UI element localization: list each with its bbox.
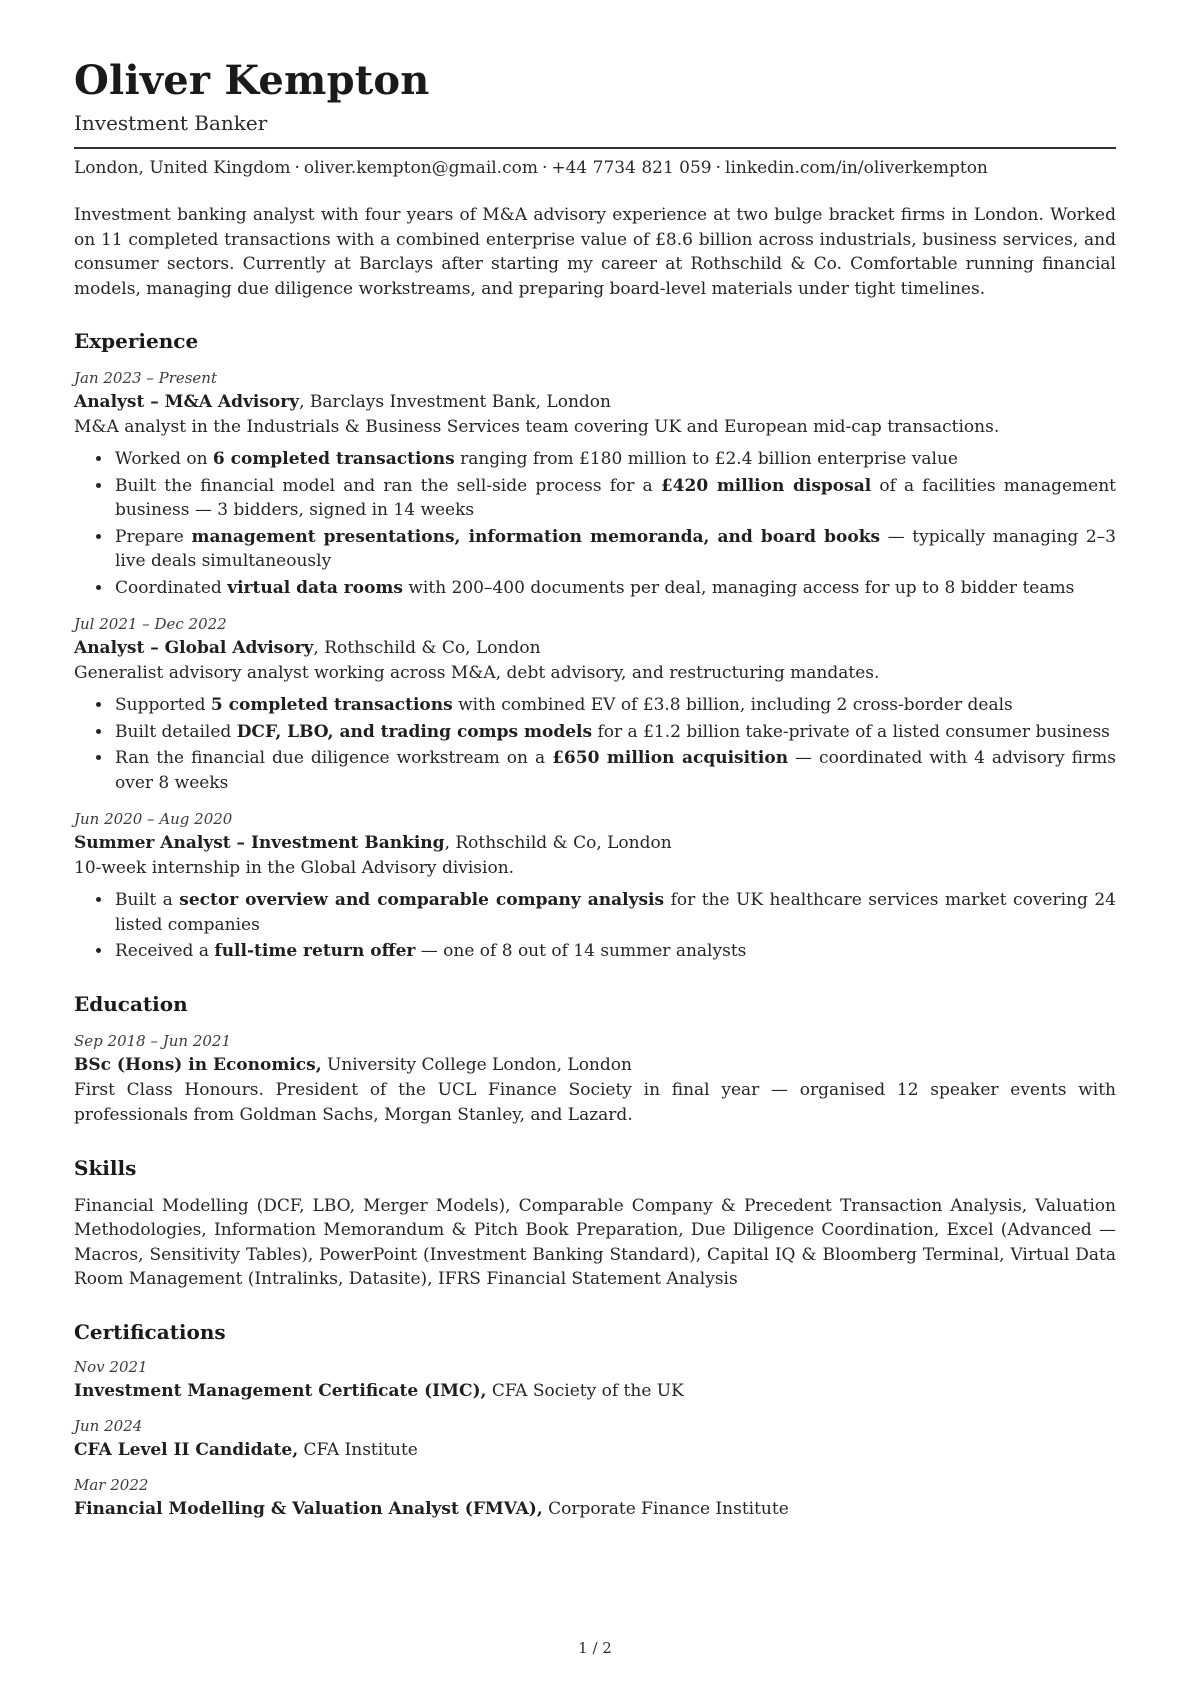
skills-section [74, 1155, 1116, 1292]
job-org: , Rothschild & Co, London [444, 833, 672, 853]
job-description: Generalist advisory analyst working across M&A, debt advisory, and restructuring mandates. [74, 663, 880, 683]
contact-location: London, United Kingdom [74, 158, 291, 178]
certification-name: Investment Management Certificate (IMC), [74, 1380, 487, 1401]
certifications-section [74, 1319, 1116, 1522]
certification-title-line [74, 1379, 1116, 1404]
contact-line [74, 158, 1116, 178]
job-dates: Jun 2020 – Aug 2020 [74, 810, 233, 828]
bullet-item: • Ran the financial due diligence workstream on a £650 million acquisition — coordinated with 4 advisory firms over 8 weeks [113, 746, 1116, 795]
job-title: Analyst – M&A Advisory [74, 392, 300, 412]
candidate-name: Oliver Kempton [74, 57, 430, 104]
certification-dates: Jun 2024 [74, 1416, 143, 1435]
bullet-item: • Worked on 6 completed transactions ranging from £180 million to £2.4 billion enterprise value [113, 447, 1116, 472]
job-bullet-list [74, 693, 1116, 795]
certification-entry [74, 1415, 1116, 1463]
job-title-line [74, 831, 1116, 856]
experience-section [74, 328, 1116, 964]
education-title-line [74, 1053, 1116, 1078]
header-divider [74, 147, 1116, 149]
certification-entry [74, 1474, 1116, 1522]
job-entry [74, 613, 1116, 795]
job-title: Summer Analyst – Investment Banking [74, 833, 445, 853]
bullet-item: • Built detailed DCF, LBO, and trading comps models for a £1.2 billion take-private of a listed consumer business [113, 720, 1116, 745]
contact-linkedin[interactable]: linkedin.com/in/oliverkempton [725, 158, 988, 178]
candidate-title: Investment Banker [74, 111, 268, 135]
certification-issuer: CFA Society of the UK [486, 1380, 684, 1401]
job-org: , Rothschild & Co, London [313, 638, 541, 658]
contact-separator: · [541, 158, 548, 178]
professional-summary: Investment banking analyst with four years of M&A advisory experience at two bulge bracket firms in London. Worked on 11 completed transactions with a combined enterprise value of £8.6 billion across industrials, business services, and consumer sectors. Currently at Barclays after starting my career at Rothschild & Co. Comfortable running financial models, managing due diligence workstreams, and preparing board-level materials under tight timelines. [74, 205, 1116, 299]
education-description: First Class Honours. President of the UCL Finance Society in final year — organised 12 speaker events with professionals from Goldman Sachs, Morgan Stanley, and Lazard. [74, 1079, 1116, 1125]
section-heading-education: Education [74, 991, 188, 1016]
job-dates: Jan 2023 – Present [74, 369, 217, 387]
job-entry [74, 808, 1116, 964]
contact-phone: +44 7734 821 059 [551, 158, 712, 178]
certification-issuer: Corporate Finance Institute [542, 1498, 789, 1519]
bullet-item: • Prepare management presentations, information memoranda, and board books — typically managing 2–3 live deals simultaneously [113, 525, 1116, 574]
bullet-item: • Received a full-time return offer — one of 8 out of 14 summer analysts [113, 939, 1116, 964]
job-entry [74, 367, 1116, 600]
job-title-line [74, 636, 1116, 661]
education-dates: Sep 2018 – Jun 2021 [74, 1031, 232, 1050]
skills-list: Financial Modelling (DCF, LBO, Merger Models), Comparable Company & Precedent Transaction Analysis, Valuation Methodologies, Information Memorandum & Pitch Book Preparation, Due Diligence Coordination, Excel (Advanced — Macros, Sensitivity Tables), PowerPoint (Investment Banking Standard), Capital IQ & Bloomberg Terminal, Virtual Data Room Management (Intralinks, Datasite), IFRS Financial Statement Analysis [74, 1195, 1116, 1289]
contact-separator: · [294, 158, 300, 178]
job-bullet-list [74, 888, 1116, 964]
certification-name: Financial Modelling & Valuation Analyst (FMVA), [74, 1498, 543, 1519]
job-bullet-list [74, 447, 1116, 600]
contact-email[interactable]: oliver.kempton@gmail.com [303, 158, 538, 178]
certification-dates: Mar 2022 [74, 1475, 149, 1494]
job-org: , Barclays Investment Bank, London [299, 392, 611, 412]
certification-name: CFA Level II Candidate, [74, 1439, 299, 1460]
contact-separator: · [715, 158, 722, 178]
job-title-line [74, 390, 1116, 415]
resume-header [74, 58, 1116, 178]
job-description: 10-week internship in the Global Advisory division. [74, 858, 515, 878]
education-school: University College London, London [321, 1054, 632, 1075]
job-dates: Jul 2021 – Dec 2022 [74, 615, 227, 633]
section-heading-experience: Experience [74, 329, 199, 353]
section-heading-skills: Skills [74, 1155, 137, 1180]
certification-entry [74, 1356, 1116, 1404]
education-section [74, 991, 1116, 1128]
certification-dates: Nov 2021 [74, 1357, 148, 1376]
job-description: M&A analyst in the Industrials & Business Services team covering UK and European mid-cap transactions. [74, 417, 1000, 437]
section-heading-certifications: Certifications [74, 1319, 226, 1344]
bullet-item: • Built a sector overview and comparable company analysis for the UK healthcare services market covering 24 listed companies [113, 888, 1116, 937]
bullet-item: • Coordinated virtual data rooms with 200–400 documents per deal, managing access for up to 8 bidder teams [113, 576, 1116, 601]
certification-title-line [74, 1497, 1116, 1522]
bullet-item: • Supported 5 completed transactions with combined EV of £3.8 billion, including 2 cross-border deals [113, 693, 1116, 718]
bullet-item: • Built the financial model and ran the sell-side process for a £420 million disposal of a facilities management business — 3 bidders, signed in 14 weeks [113, 474, 1116, 523]
certification-issuer: CFA Institute [298, 1439, 418, 1460]
page-number: 1 / 2 [578, 1639, 612, 1657]
education-entry [74, 1030, 1116, 1128]
education-degree: BSc (Hons) in Economics, [74, 1054, 322, 1075]
job-title: Analyst – Global Advisory [74, 638, 314, 658]
certification-title-line [74, 1438, 1116, 1463]
